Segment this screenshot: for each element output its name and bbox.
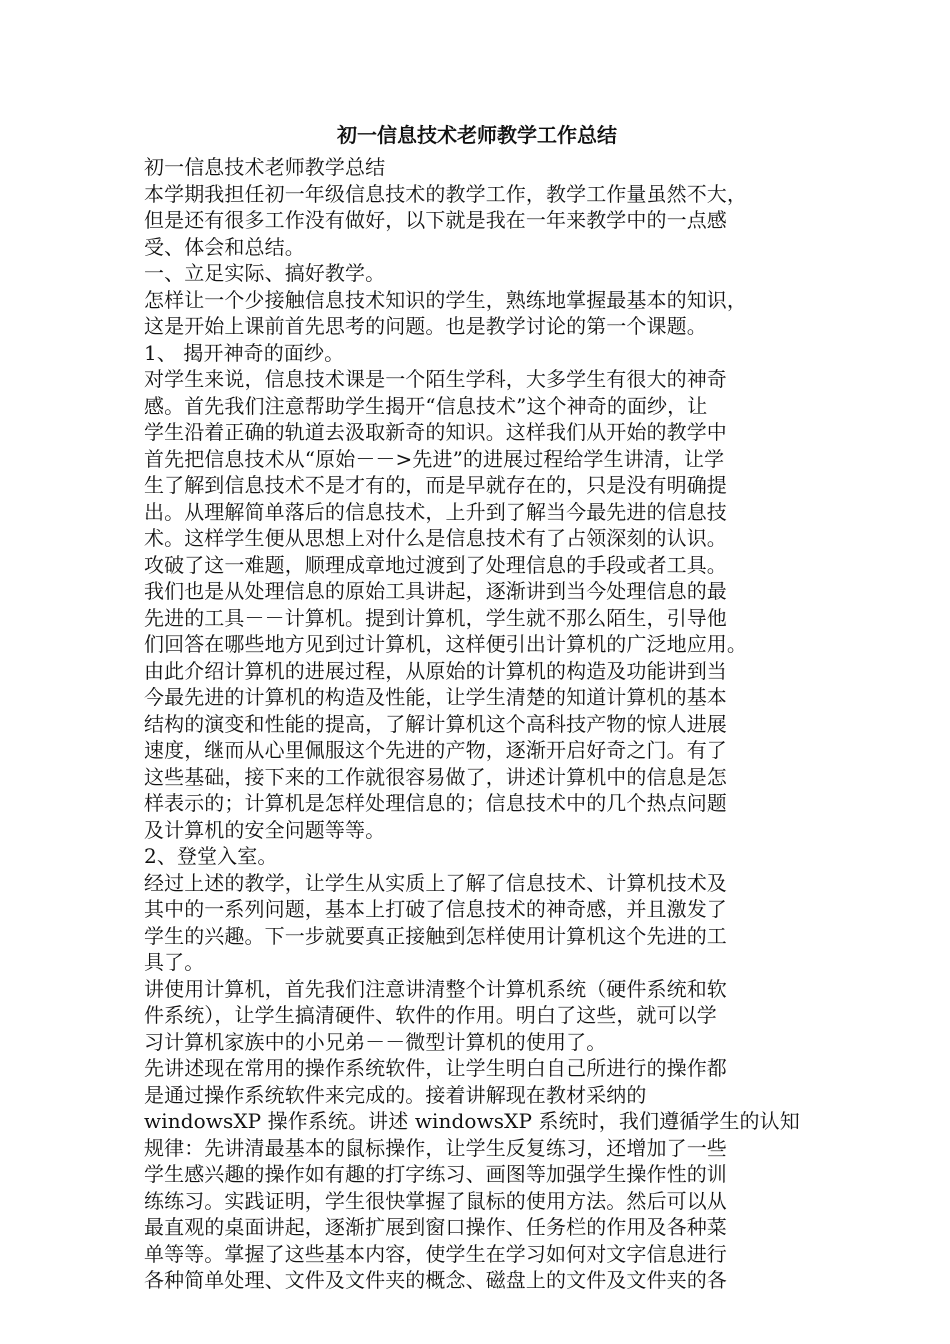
body-line: 但是还有很多工作没有做好，以下就是我在一年来教学中的一点感 [144, 208, 727, 232]
body-line: 初一信息技术老师教学总结 [144, 155, 386, 179]
body-line: 及计算机的安全问题等等。 [144, 817, 386, 842]
body-line: 术。这样学生便从思想上对什么是信息技术有了占领深刻的认识。 [144, 526, 727, 550]
body-line: 本学期我担任初一年级信息技术的教学工作，教学工作量虽然不大， [144, 181, 747, 206]
body-line: 单等等。掌握了这些基本内容，使学生在学习如何对文字信息进行 [144, 1241, 727, 1266]
body-line: 这是开始上课前首先思考的问题。也是教学讨论的第一个课题。 [144, 314, 707, 338]
body-line: 今最先进的计算机的构造及性能，让学生清楚的知道计算机的基本 [144, 685, 727, 709]
body-line: 各种简单处理、文件及文件夹的概念、磁盘上的文件及文件夹的各 [144, 1268, 727, 1292]
body-line: 出。从理解简单落后的信息技术，上升到了解当今最先进的信息技 [144, 499, 727, 524]
body-line: 件系统），让学生搞清硬件、软件的作用。明白了这些，就可以学 [144, 1003, 717, 1027]
body-line: 结构的演变和性能的提高，了解计算机这个高科技产物的惊人进展 [144, 711, 727, 736]
body-line: 具了。 [144, 950, 205, 974]
body-line: 攻破了这一难题，顺理成章地过渡到了处理信息的手段或者工具。 [144, 552, 727, 577]
body-line: windowsXP 操作系统。讲述 windowsXP 系统时，我们遵循学生的认知 [144, 1109, 800, 1133]
body-line: 先进的工具－－计算机。提到计算机，学生就不那么陌生，引导他 [144, 605, 727, 630]
body-line: 生了解到信息技术不是才有的，而是早就存在的，只是没有明确提 [144, 473, 727, 497]
body-line: 怎样让一个少接触信息技术知识的学生，熟练地掌握最基本的知识， [144, 287, 747, 312]
body-line: 学生沿着正确的轨道去汲取新奇的知识。这样我们从开始的教学中 [144, 420, 727, 444]
body-line: 学生感兴趣的操作如有趣的打字练习、画图等加强学生操作性的训 [144, 1162, 727, 1186]
body-line: 们回答在哪些地方见到过计算机，这样便引出计算机的广泛地应用。 [144, 632, 747, 656]
body-line: 学生的兴趣。下一步就要真正接触到怎样使用计算机这个先进的工 [144, 923, 727, 948]
body-line: 习计算机家族中的小兄弟－－微型计算机的使用了。 [144, 1029, 607, 1054]
body-line: 最直观的桌面讲起，逐渐扩展到窗口操作、任务栏的作用及各种菜 [144, 1215, 727, 1239]
body-line: 练练习。实践证明，学生很快掌握了鼠标的使用方法。然后可以从 [144, 1188, 727, 1213]
body-line: 我们也是从处理信息的原始工具讲起，逐渐讲到当今处理信息的最 [144, 579, 727, 603]
body-line: 经过上述的教学，让学生从实质上了解了信息技术、计算机技术及 [144, 870, 727, 895]
body-line: 由此介绍计算机的进展过程，从原始的计算机的构造及功能讲到当 [144, 658, 727, 683]
body-line: 其中的一系列问题，基本上打破了信息技术的神奇感，并且激发了 [144, 897, 727, 921]
body-line: 讲使用计算机，首先我们注意讲清整个计算机系统（硬件系统和软 [144, 976, 727, 1001]
body-line: 是通过操作系统软件来完成的。接着讲解现在教材采纳的 [144, 1082, 647, 1107]
body-line: 首先把信息技术从“原始－－>先进”的进展过程给学生讲清，让学 [144, 446, 725, 471]
body-line: 1、 揭开神奇的面纱。 [144, 340, 345, 365]
body-line: 这些基础，接下来的工作就很容易做了，讲述计算机中的信息是怎 [144, 764, 727, 789]
body-line: 2、登堂入室。 [144, 844, 278, 868]
document-body [144, 154, 810, 1294]
body-line: 先讲述现在常用的操作系统软件，让学生明白自己所进行的操作都 [144, 1056, 727, 1080]
body-line: 一、立足实际、搞好教学。 [144, 261, 386, 285]
body-line: 受、体会和总结。 [144, 234, 305, 259]
body-line: 速度，继而从心里佩服这个先进的产物，逐渐开启好奇之门。有了 [144, 738, 727, 762]
body-line: 对学生来说，信息技术课是一个陌生学科，大多学生有很大的神奇 [144, 367, 727, 391]
body-line: 规律：先讲清最基本的鼠标操作，让学生反复练习，还增加了一些 [144, 1135, 727, 1160]
body-line: 样表示的；计算机是怎样处理信息的；信息技术中的几个热点问题 [144, 791, 727, 815]
document-title: 初一信息技术老师教学工作总结 [337, 123, 617, 147]
body-line: 感。首先我们注意帮助学生揭开“信息技术”这个神奇的面纱，让 [144, 393, 708, 418]
